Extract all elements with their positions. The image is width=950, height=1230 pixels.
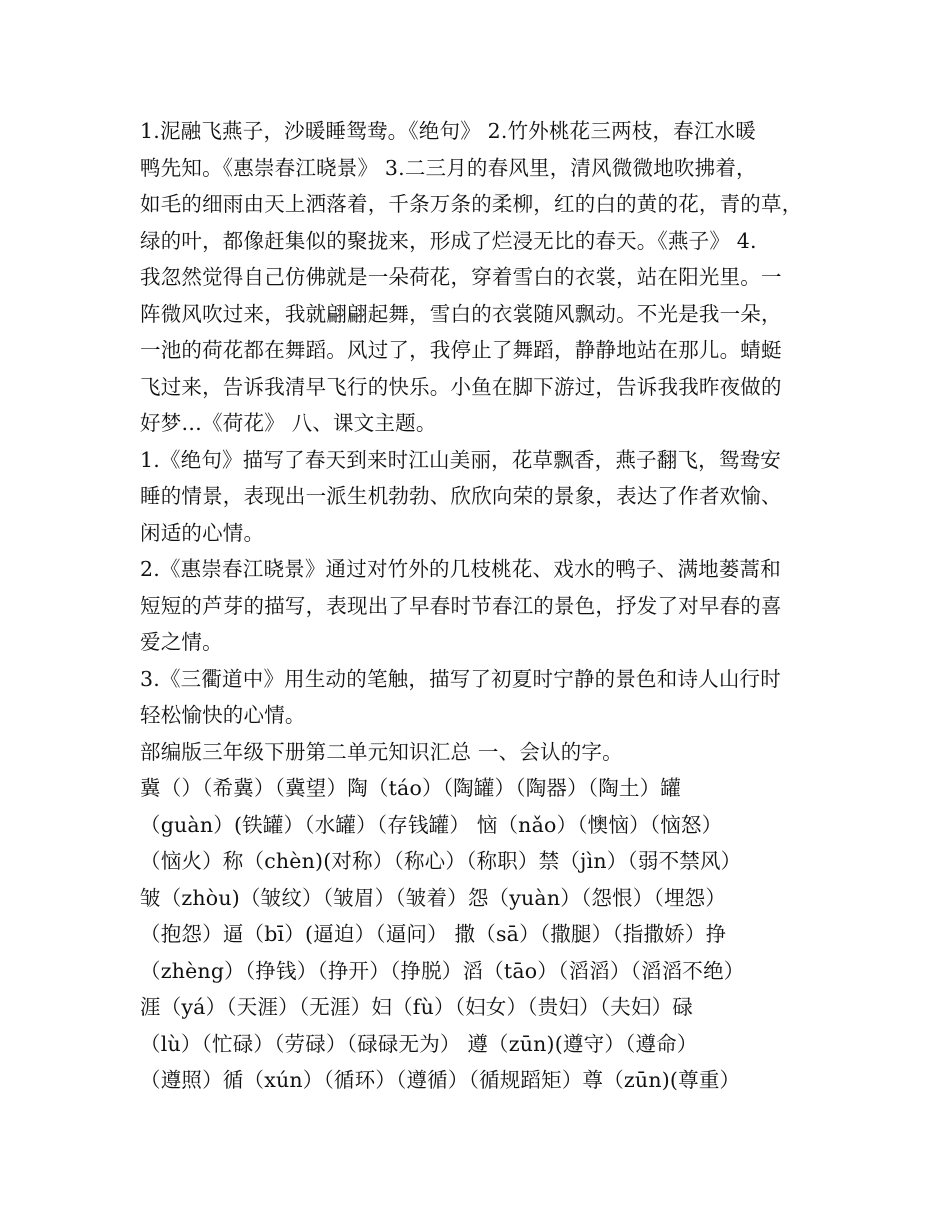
text-line: 皱（zhòu)（皱纹）（皱眉）（皱着）怨（yuàn）（怨恨）（埋怨） xyxy=(140,885,727,910)
text-line: 涯（yá）（天涯）（无涯）妇（fù）（妇女）（贵妇）（夫妇）碌 xyxy=(140,995,694,1019)
text-line: 爱之情。 xyxy=(140,630,223,654)
text-line: （lù）（忙碌）（劳碌）（碌碌无为） 遵（zūn)(遵守）（遵命） xyxy=(140,1031,698,1056)
text-line: 冀（）（希冀）（冀望）陶（táo）（陶罐）（陶器）（陶土）罐 xyxy=(140,776,682,800)
text-line: 鸭先知。《惠崇春江晓景》 3.二三月的春风里，清风微微地吹拂着， xyxy=(140,155,757,180)
text-line: 睡的情景，表现出一派生机勃勃、欣欣向荣的景象，表达了作者欢愉、 xyxy=(140,484,782,508)
text-line: 一池的荷花都在舞蹈。风过了，我停止了舞蹈，静静地站在那儿。蜻蜓 xyxy=(140,338,782,362)
text-line: 1.《绝句》描写了春天到来时江山美丽，花草飘香，燕子翻飞，鸳鸯安 xyxy=(140,447,781,472)
text-line: 闲适的心情。 xyxy=(140,520,265,545)
text-line: 绿的叶，都像赶集似的聚拢来，形成了烂浸无比的春天。《燕子》 4. xyxy=(140,228,757,253)
text-line: 短短的芦芽的描写，表现出了早春时节春江的景色，抒发了对早春的喜 xyxy=(140,593,782,618)
text-line: （抱怨）逼（bī）(逼迫）（逼问） 撒（sā）（撒腿）（指撒娇）挣 xyxy=(140,922,727,946)
text-line: 好梦…《荷花》 八、课文主题。 xyxy=(140,411,437,435)
text-line: 1.泥融飞燕子，沙暖睡鸳鸯。《绝句》 2.竹外桃花三两枝，春江水暖 xyxy=(140,119,756,143)
document-body xyxy=(140,113,822,1099)
section-heading-line: 部编版三年级下册第二单元知识汇总 一、会认的字。 xyxy=(140,739,623,764)
text-line: 2.《惠崇春江晓景》通过对竹外的几枝桃花、戏水的鸭子、满地蒌蒿和 xyxy=(140,557,781,581)
text-line: 如毛的细雨由天上洒落着，千条万条的柔柳，红的白的黄的花，青的草， xyxy=(140,192,803,216)
text-line: 3.《三衢道中》用生动的笔触，描写了初夏时宁静的景色和诗人山行时 xyxy=(140,666,781,691)
text-line: 我忽然觉得自己仿佛就是一朵荷花，穿着雪白的衣裳，站在阳光里。一 xyxy=(140,265,782,289)
text-line: （zhèng）（挣钱）（挣开）（挣脱）滔（tāo）（滔滔）（滔滔不绝） xyxy=(140,958,745,983)
text-line: （恼火）称（chèn)(对称）（称心）（称职）禁（jìn）（弱不禁风） xyxy=(140,849,742,873)
text-line: 飞过来，告诉我清早飞行的快乐。小鱼在脚下游过，告诉我我昨夜做的 xyxy=(140,374,782,399)
text-line: （guàn）(铁罐）（水罐）（存钱罐） 恼（nǎo）（懊恼）（恼怒） xyxy=(140,812,723,837)
text-line: 轻松愉快的心情。 xyxy=(140,703,306,727)
text-line: （遵照）循（xún）（循环）（遵循）（循规蹈矩）尊（zūn)(尊重） xyxy=(140,1068,741,1092)
text-line: 阵微风吹过来，我就翩翩起舞，雪白的衣裳随风飘动。不光是我一朵， xyxy=(140,301,782,326)
